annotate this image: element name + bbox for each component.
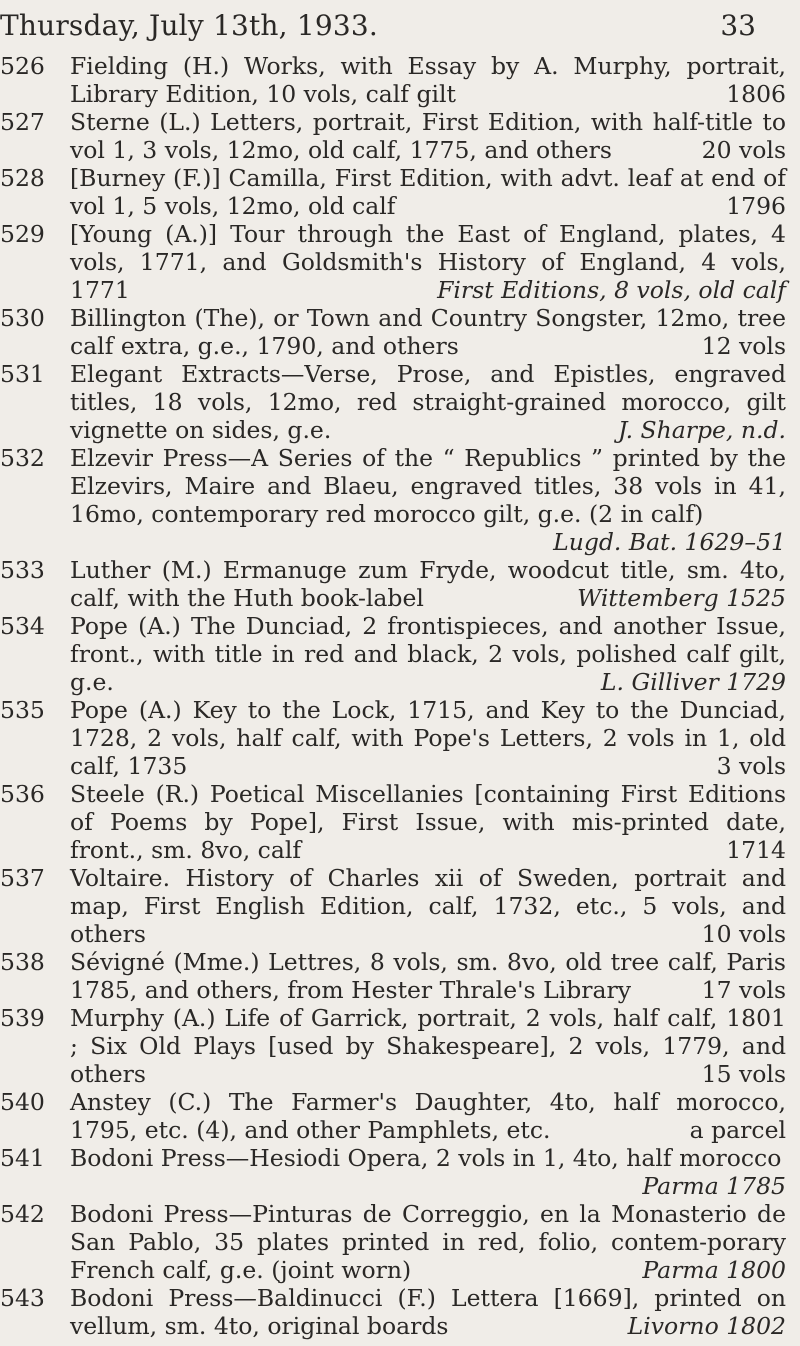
lot-text: Bodoni Press—Pinturas de Correggio, en la Monasterio de San Pablo, 35 plates printed in red, folio, contem-porary French calf, g.e. (joint worn)	[70, 1200, 786, 1284]
lot-description	[70, 360, 786, 444]
lot-description	[70, 696, 786, 780]
lot-number: 536	[0, 780, 45, 808]
lot-description	[70, 612, 786, 696]
lot-description	[70, 444, 786, 556]
lot-number: 539	[0, 1004, 45, 1032]
lot-description	[70, 1284, 786, 1340]
lot-text: Bodoni Press—Baldinucci (F.) Lettera [1669], printed on vellum, sm. 4to, original boards	[70, 1284, 786, 1340]
lot-number: 538	[0, 948, 45, 976]
lot-number: 537	[0, 864, 45, 892]
lot-tail: L. Gilliver 1729	[600, 668, 786, 696]
lot-text: Sterne (L.) Letters, portrait, First Edition, with half-title to vol 1, 3 vols, 12mo, old calf, 1775, and others	[70, 108, 786, 164]
lot-tail: 1796	[726, 192, 786, 220]
lot-tail: 17 vols	[701, 976, 786, 1004]
lot-number: 541	[0, 1144, 45, 1172]
lot-tail: 3 vols	[716, 752, 786, 780]
lot-text: Pope (A.) Key to the Lock, 1715, and Key to the Dunciad, 1728, 2 vols, half calf, with Pope's Letters, 2 vols in 1, old calf, 1735	[70, 696, 786, 780]
lot-tail: Wittemberg 1525	[577, 584, 786, 612]
lot-description	[70, 556, 786, 612]
lot-text: Anstey (C.) The Farmer's Daughter, 4to, half morocco, 1795, etc. (4), and other Pamphlets, etc.	[70, 1088, 786, 1144]
page-number: 33	[720, 9, 756, 42]
lot-tail: Parma 1800	[642, 1256, 786, 1284]
lot-tail: 1714	[726, 836, 786, 864]
lot-text: Sévigné (Mme.) Lettres, 8 vols, sm. 8vo, old tree calf, Paris 1785, and others, from Hester Thrale's Library	[70, 948, 786, 1004]
lot-number: 532	[0, 444, 45, 472]
lot-text: Voltaire. History of Charles xii of Sweden, portrait and map, First English Edition, calf, 1732, etc., 5 vols, and others	[70, 864, 786, 948]
lot-description	[70, 220, 786, 304]
lot-text: Pope (A.) The Dunciad, 2 frontispieces, and another Issue, front., with title in red and black, 2 vols, polished calf gilt, g.e.	[70, 612, 786, 696]
lot-description	[70, 304, 786, 360]
lot-number: 533	[0, 556, 45, 584]
lot-number: 535	[0, 696, 45, 724]
lot-text: [Burney (F.)] Camilla, First Edition, with advt. leaf at end of vol 1, 5 vols, 12mo, old calf	[70, 164, 786, 220]
lot-tail: Lugd. Bat. 1629–51	[553, 528, 786, 556]
lot-description	[70, 780, 786, 864]
lot-tail: Livorno 1802	[627, 1312, 786, 1340]
lot-description	[70, 108, 786, 164]
lot-description	[70, 864, 786, 948]
lot-tail: Parma 1785	[642, 1172, 786, 1200]
lot-number: 530	[0, 304, 45, 332]
lot-description	[70, 1088, 786, 1144]
lot-tail: J. Sharpe, n.d.	[617, 416, 786, 444]
lot-text: Murphy (A.) Life of Garrick, portrait, 2 vols, half calf, 1801 ; Six Old Plays [used by Shakespeare], 2 vols, 1779, and others	[70, 1004, 786, 1088]
lot-text: Billington (The), or Town and Country Songster, 12mo, tree calf extra, g.e., 1790, and others	[70, 304, 786, 360]
lot-number: 528	[0, 164, 45, 192]
lot-number: 534	[0, 612, 45, 640]
lot-number: 542	[0, 1200, 45, 1228]
lot-tail: 1806	[726, 80, 786, 108]
lot-number: 529	[0, 220, 45, 248]
lot-tail: a parcel	[689, 1116, 786, 1144]
lot-number: 527	[0, 108, 45, 136]
lot-tail: 10 vols	[701, 920, 786, 948]
lot-description	[70, 164, 786, 220]
lot-number: 531	[0, 360, 45, 388]
page-header	[0, 8, 800, 44]
lot-description	[70, 1200, 786, 1284]
lot-text: Elzevir Press—A Series of the “ Republics ” printed by the Elzevirs, Maire and Blaeu, engraved titles, 38 vols in 41, 16mo, contemporary red morocco gilt, g.e. (2 in calf)	[70, 444, 786, 528]
lot-description	[70, 1004, 786, 1088]
lot-tail: 20 vols	[701, 136, 786, 164]
lot-text: [Young (A.)] Tour through the East of England, plates, 4 vols, 1771, and Goldsmith's History of England, 4 vols, 1771	[70, 220, 786, 304]
lot-tail: First Editions, 8 vols, old calf	[437, 276, 786, 304]
lot-tail: 15 vols	[701, 1060, 786, 1088]
lot-text: Luther (M.) Ermanuge zum Fryde, woodcut title, sm. 4to, calf, with the Huth book-label	[70, 556, 786, 612]
lot-description	[70, 52, 786, 108]
lot-number: 526	[0, 52, 45, 80]
lot-number: 540	[0, 1088, 45, 1116]
lot-text: Elegant Extracts—Verse, Prose, and Epistles, engraved titles, 18 vols, 12mo, red straight-grained morocco, gilt vignette on sides, g.e.	[70, 360, 786, 444]
lot-text: Bodoni Press—Hesiodi Opera, 2 vols in 1, 4to, half morocco	[70, 1144, 782, 1172]
lot-description	[70, 1144, 786, 1200]
lot-description	[70, 948, 786, 1004]
lot-number: 543	[0, 1284, 45, 1312]
lot-text: Fielding (H.) Works, with Essay by A. Murphy, portrait, Library Edition, 10 vols, calf gilt	[70, 52, 786, 108]
lot-text: Steele (R.) Poetical Miscellanies [containing First Editions of Poems by Pope], First Issue, with mis-printed date, front., sm. 8vo, calf	[70, 780, 786, 864]
lot-tail: 12 vols	[701, 332, 786, 360]
page-title: Thursday, July 13th, 1933.	[0, 9, 379, 42]
